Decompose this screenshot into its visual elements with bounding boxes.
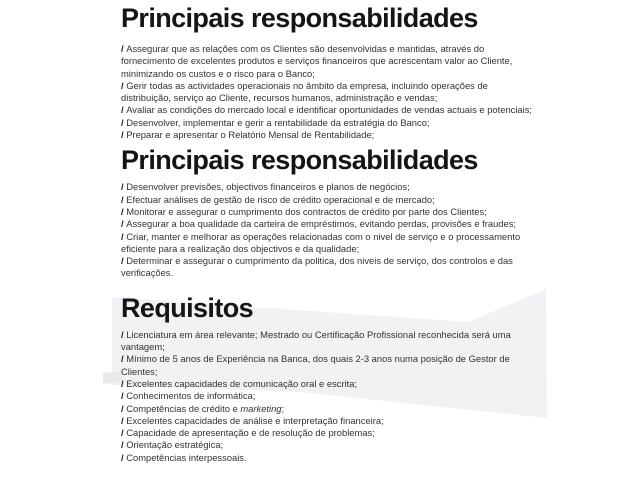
bullet-marker: / bbox=[121, 218, 127, 230]
list-item bbox=[121, 415, 533, 427]
document-content bbox=[121, 2, 533, 464]
bullet-marker: / bbox=[121, 104, 127, 116]
item-text: Excelentes capacidades de análise e interpretação financeira; bbox=[126, 414, 384, 426]
item-text: Conhecimentos de informática; bbox=[126, 390, 256, 402]
item-text: Orientação estratégica; bbox=[126, 439, 224, 451]
bullet-marker: / bbox=[121, 205, 127, 217]
background-ribbon-fold bbox=[103, 371, 122, 384]
bullet-marker: / bbox=[121, 353, 127, 365]
section-title: Principais responsabilidades bbox=[121, 145, 478, 176]
bullet-marker: / bbox=[121, 116, 127, 128]
item-text: Licenciatura em área relevante; Mestrado ou Certificação Profissional reconhecida será uma vantagem; bbox=[121, 328, 511, 353]
list-item bbox=[121, 439, 533, 451]
bullet-marker: / bbox=[121, 439, 127, 451]
item-text: Preparar e apresentar o Relatório Mensal de Rentabilidade; bbox=[126, 129, 375, 141]
item-text: Determinar e assegurar o cumprimento da politica, dos niveis de serviço, dos controlos e das verificações. bbox=[121, 255, 513, 279]
list-item bbox=[121, 80, 533, 105]
list-item bbox=[121, 194, 533, 206]
list-item bbox=[121, 104, 533, 116]
item-text: Criar, manter e melhorar as operações relacionadas com o nivel de serviço e o processamento eficiente para a realização dos objectivos e da qualidade; bbox=[121, 230, 521, 254]
item-text: Gerir todas as actividades operacionais no âmbito da empresa, incluindo operações de distribuição, serviço ao Cliente, recursos humanos, administração e vendas; bbox=[121, 79, 488, 104]
item-text: Competências interpessoais. bbox=[126, 451, 247, 463]
bullet-marker: / bbox=[121, 255, 127, 267]
list-item bbox=[121, 353, 533, 378]
item-text: Mínimo de 5 anos de Experiência na Banca, dos quais 2-3 anos numa posição de Gestor de Clientes; bbox=[121, 353, 510, 377]
list-item bbox=[121, 43, 533, 80]
section bbox=[121, 2, 533, 141]
bullet-marker: / bbox=[121, 377, 127, 389]
bullet-marker: / bbox=[121, 181, 127, 193]
bullet-marker: / bbox=[121, 193, 127, 205]
bullet-marker: / bbox=[121, 129, 127, 141]
item-text: Capacidade de apresentação e de resolução de problemas; bbox=[126, 427, 375, 439]
item-text: Assegurar a boa qualidade da carteira de empréstimos, evitando perdas, provisões e fraudes; bbox=[126, 218, 517, 230]
section bbox=[121, 144, 533, 279]
list-item bbox=[121, 231, 533, 256]
list-item bbox=[121, 129, 533, 141]
section bbox=[121, 292, 533, 464]
list-item bbox=[121, 255, 533, 280]
bullet-marker: / bbox=[121, 414, 127, 426]
list-item bbox=[121, 390, 533, 402]
list-item bbox=[121, 427, 533, 439]
item-text: Desenvolver, implementar e gerir a rentabilidade da estratégia do Banco; bbox=[126, 116, 430, 128]
list-item bbox=[121, 378, 533, 390]
item-text: Assegurar que as relações com os Clientes são desenvolvidas e mantidas, através do fornecimento de excelentes produtos e serviços financeiros que acrescentam valor ao Cliente, minimizando os custos e o risco para o Banco; bbox=[121, 43, 513, 79]
item-text: Excelentes capacidades de comunicação oral e escrita; bbox=[126, 377, 358, 389]
list-item bbox=[121, 329, 533, 354]
list-item bbox=[121, 117, 533, 129]
item-text: Efectuar análises de gestão de risco de crédito operacional e de mercado; bbox=[126, 193, 435, 205]
bullet-marker: / bbox=[121, 427, 127, 439]
bullet-marker: / bbox=[121, 451, 127, 463]
list-item bbox=[121, 181, 533, 193]
bullet-marker: / bbox=[121, 230, 127, 242]
item-text: Competências de crédito e marketing; bbox=[126, 402, 285, 414]
bullet-marker: / bbox=[121, 402, 127, 414]
list-item bbox=[121, 206, 533, 218]
section-title: Requisitos bbox=[121, 292, 254, 323]
section-title: Principais responsabilidades bbox=[121, 3, 478, 33]
bullet-marker: / bbox=[121, 43, 127, 54]
list-item bbox=[121, 403, 533, 415]
list-item bbox=[121, 452, 533, 464]
item-text: Monitorar e assegurar o cumprimento dos contractos de crédito por parte dos Clientes; bbox=[126, 205, 487, 217]
bullet-marker: / bbox=[121, 390, 127, 402]
list-item bbox=[121, 218, 533, 230]
item-text: Desenvolver previsões, objectivos financeiros e planos de negócios; bbox=[126, 181, 410, 193]
item-text: Avaliar as condições do mercado local e identificar oportunidades de vendas actuais e potenciais; bbox=[126, 104, 533, 116]
bullet-marker: / bbox=[121, 328, 127, 340]
bullet-marker: / bbox=[121, 79, 127, 91]
